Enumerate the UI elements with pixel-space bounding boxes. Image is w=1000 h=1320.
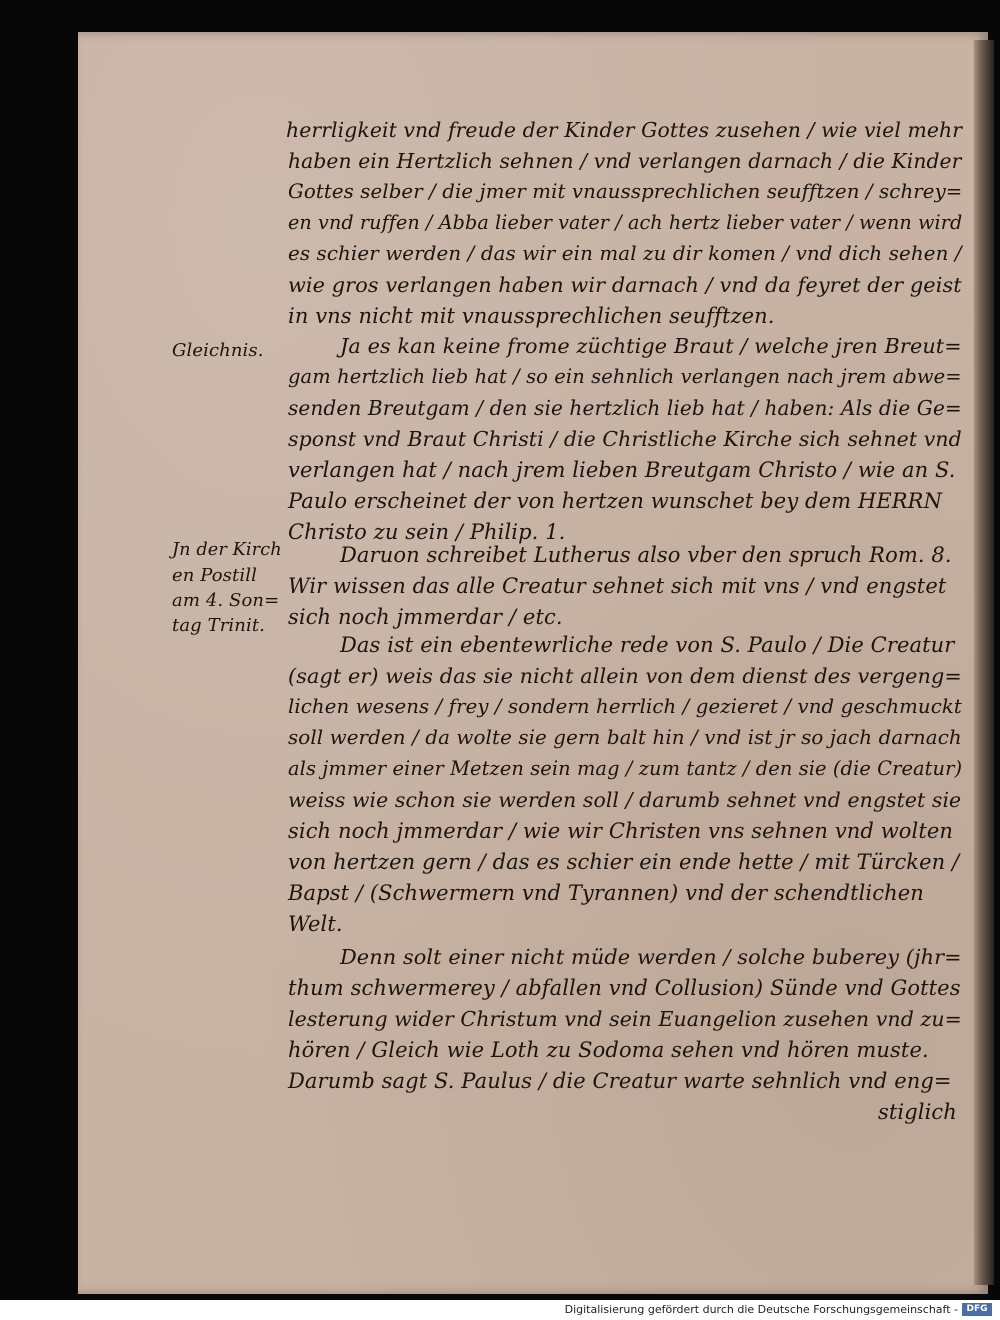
text-line: weiss wie schon sie werden soll / darumb sehnet vnd engstet sie bbox=[288, 788, 962, 812]
text-line: lesterung wider Christum vnd sein Euangelion zusehen vnd zu= bbox=[288, 1007, 962, 1031]
text-line: en vnd ruffen / Abba lieber vater / ach hertz lieber vater / wenn wird bbox=[288, 211, 963, 234]
text-line: Welt. bbox=[288, 912, 343, 936]
text-line: senden Breutgam / den sie hertzlich lieb hat / haben: Als die Ge= bbox=[288, 396, 962, 420]
text-line: sponst vnd Braut Christi / die Christliche Kirche sich sehnet vnd bbox=[288, 427, 962, 451]
text-line: lichen wesens / frey / sondern herrlich / gezieret / vnd geschmuckt bbox=[288, 695, 962, 718]
text-line: Das ist ein ebentewrliche rede von S. Paulo / Die Creatur bbox=[340, 633, 955, 657]
text-line: soll werden / da wolte sie gern balt hin / vnd ist jr so jach darnach bbox=[288, 726, 962, 749]
footer-credit: Digitalisierung gefördert durch die Deutsche Forschungsgemeinschaft - bbox=[564, 1303, 958, 1316]
text-line: hören / Gleich wie Loth zu Sodoma sehen vnd hören muste. bbox=[288, 1038, 929, 1062]
text-line: (sagt er) weis das sie nicht allein von dem dienst des vergeng= bbox=[288, 664, 962, 688]
text-line: von hertzen gern / das es schier ein ende hette / mit Türcken / bbox=[288, 850, 960, 874]
margin-note: Jn der Kirch bbox=[172, 540, 282, 560]
text-line: haben ein Hertzlich sehnen / vnd verlangen darnach / die Kinder bbox=[288, 149, 962, 173]
text-line: Ja es kan keine frome züchtige Braut / welche jren Breut= bbox=[340, 334, 962, 358]
text-line: Paulo erscheinet der von hertzen wunschet bey dem HERRN bbox=[288, 489, 943, 513]
text-line: in vns nicht mit vnaussprechlichen seufftzen. bbox=[288, 304, 775, 328]
text-line: wie gros verlangen haben wir darnach / vnd da feyret der geist bbox=[288, 273, 962, 297]
footer-bar bbox=[0, 1300, 1000, 1320]
text-line: Christo zu sein / Philip. 1. bbox=[288, 520, 566, 544]
text-line: als jmmer einer Metzen sein mag / zum tantz / den sie (die Creatur) bbox=[288, 757, 963, 780]
text-line: Denn solt einer nicht müde werden / solche buberey (jhr= bbox=[340, 945, 962, 969]
dfg-logo-icon: DFG bbox=[962, 1303, 992, 1316]
text-line: herrligkeit vnd freude der Kinder Gottes zusehen / wie viel mehr bbox=[286, 118, 963, 142]
text-line: Wir wissen das alle Creatur sehnet sich mit vns / vnd engstet bbox=[288, 574, 947, 598]
margin-note: en Postill bbox=[172, 565, 257, 586]
text-line: sich noch jmmerdar / wie wir Christen vns sehnen vnd wolten bbox=[288, 819, 954, 843]
text-line: gam hertzlich lieb hat / so ein sehnlich verlangen nach jrem abwe= bbox=[288, 365, 962, 388]
catchword: stiglich bbox=[878, 1100, 957, 1124]
text-line: Darumb sagt S. Paulus / die Creatur warte sehnlich vnd eng= bbox=[288, 1069, 952, 1093]
text-line: Gottes selber / die jmer mit vnaussprechlichen seufftzen / schrey= bbox=[288, 180, 963, 203]
margin-note: tag Trinit. bbox=[172, 615, 265, 636]
text-line: Bapst / (Schwermern vnd Tyrannen) vnd der schendtlichen bbox=[288, 881, 924, 905]
margin-note-gleichnis: Gleichnis. bbox=[172, 340, 264, 361]
page-edge bbox=[974, 40, 994, 1285]
text-line: sich noch jmmerdar / etc. bbox=[288, 605, 563, 629]
text-line: verlangen hat / nach jrem lieben Breutgam Christo / wie an S. bbox=[288, 458, 956, 482]
text-line: thum schwermerey / abfallen vnd Collusion) Sünde vnd Gottes bbox=[288, 976, 961, 1000]
margin-note: am 4. Son= bbox=[172, 590, 280, 611]
text-line: Daruon schreibet Lutherus also vber den spruch Rom. 8. bbox=[340, 543, 952, 567]
text-line: es schier werden / das wir ein mal zu dir komen / vnd dich sehen / bbox=[288, 242, 962, 265]
